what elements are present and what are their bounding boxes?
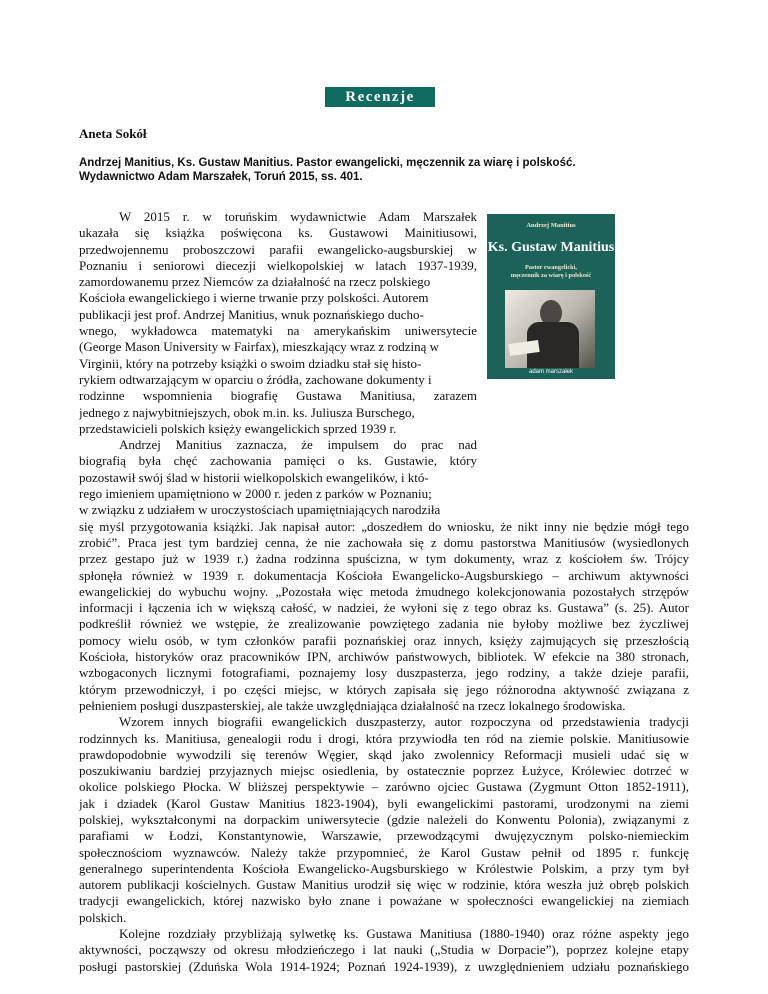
text-line: Kolejne rozdziały przybliżają sylwetkę ks. Gustawa Manitiusa (1880-1940) oraz różne aspekty jego bbox=[119, 926, 689, 942]
text-line: przedwojennemu proboszczowi parafii ewangelicko-augsburskiej w bbox=[79, 241, 477, 257]
text-line: Wzorem innych biografii ewangelickich duszpasterzy, autor rozpoczyna od przedstawienia tradycji bbox=[119, 714, 689, 730]
text-line: przez gestapo już w 1939 r.) żadna rodzinna spuścizna, w tym dokumenty, wraz z kościołem św. Trójcy bbox=[79, 551, 689, 567]
text-line: posługi pastorskiej (Zduńska Wola 1914-1924; Poznań 1924-1939), z uwzględnieniem udziału poznańskiego bbox=[79, 958, 689, 974]
text-line: Poznaniu i seniorowi diecezji wielkopolskiej w latach 1937-1939, bbox=[79, 257, 477, 273]
text-line: rykiem odtwarzającym w oparciu o źródła, zachowane dokumenty i bbox=[79, 371, 432, 387]
text-line: spłonęła również w 1939 r. dokumentacja Kościoła Ewangelicko-Augsburskiego – archiwum aktywności bbox=[79, 567, 689, 583]
text-line: zamordowanemu przez Niemców za działalność na rzecz polskiego bbox=[79, 274, 431, 290]
text-line: pozostawił swój ślad w historii wielkopolskich ewangelików, i któ- bbox=[79, 469, 429, 485]
text-line: podkreślił również we wstępie, że zrealizowanie powziętego zadania nie byłoby możliwe bez życzliwej bbox=[79, 616, 689, 632]
text-line: jednego z najwybitniejszych, obok m.in. ks. Juliusza Burschego, bbox=[79, 404, 415, 420]
text-line: aktywności, począwszy od okresu młodzieńczego i lat nauki („Studia w Dorpacie”), poprzez kolejne etapy bbox=[79, 942, 689, 958]
text-line: biografią była chęć zachowania pamięci o ks. Gustawie, który bbox=[79, 453, 477, 469]
text-line: pomocy wielu osób, w tym członków parafii poznańskiej oraz innych, księży zajmujących się przeszłością bbox=[79, 632, 689, 648]
text-line: parafiami w Łodzi, Konstantynowie, Warszawie, przewodzącymi dwujęzycznym polsko-niemieckim bbox=[79, 828, 689, 844]
book-citation bbox=[79, 156, 699, 184]
text-line: autorem publikacji kościelnych. Gustaw Manitius urodził się więc w rodzinie, która weszła już obręb polskich bbox=[79, 877, 689, 893]
text-line: w związku z udziałem w uroczystościach upamiętniających narodziła bbox=[79, 502, 441, 518]
review-body bbox=[79, 209, 689, 975]
text-line: polskich. bbox=[79, 909, 127, 925]
text-line: Virginii, który na potrzeby książki o swoim dziadku stał się histo- bbox=[79, 355, 422, 371]
text-line: ukazała się książka poświęcona ks. Gustawowi Mainitiusowi, bbox=[79, 225, 477, 241]
citation-line: Wydawnictwo Adam Marszałek, Toruń 2015, ss. 401. bbox=[79, 171, 363, 183]
cover-subtitle-line: Pastor ewangelicki, bbox=[524, 264, 577, 271]
text-line: informacji i łączenia ich w większą całość, w nadziei, że wyłoni się z tego obraz ks. Gustawa” (s. 25). Autor bbox=[79, 600, 689, 616]
cover-publisher-logo: adam marszałek bbox=[528, 369, 573, 375]
text-line: rego imieniem upamiętniono w 2000 r. jeden z parków w Poznaniu; bbox=[79, 486, 432, 502]
text-line: rodzinnych ks. Manitiusa, genealogii rodu i drogi, która przywiodła ten ród na ziemie polskie. Manitiusowie bbox=[79, 730, 689, 746]
citation-line: Andrzej Manitius, Ks. Gustaw Manitius. Pastor ewangelicki, męczennik za wiarę i polskość. bbox=[79, 157, 576, 169]
text-line: jak i dziadek (Karol Gustaw Manitius 1823-1904), byli ewangelickimi pastorami, urodzonymi na ziemi bbox=[79, 795, 689, 811]
cover-title: Ks. Gustaw Manitius bbox=[487, 240, 615, 255]
text-line: generalnego superintendenta Kościoła Ewangelicko-Augsburskiego w Królestwie Polskim, a przy tym był bbox=[79, 860, 689, 876]
text-line: poszukiwaniu bardziej przyjaznych miejsc osiedlenia, by ostatecznie poprzez Łużyce, Królewiec dotrzeć w bbox=[79, 763, 689, 779]
text-line: Andrzej Manitius zaznacza, że impulsem do prac nad bbox=[119, 437, 477, 453]
text-line: publikacji jest prof. Andrzej Manitius, wnuk poznańskiego ducho- bbox=[79, 306, 424, 322]
text-line: wzbogaconych licznymi fotografiami, poznajemy losy duszpasterza, jego rodziny, a także dzieje parafii, bbox=[79, 665, 689, 681]
text-line: Kościoła ewangelickiego i wierne trwanie przy polskości. Autorem bbox=[79, 290, 429, 306]
text-line: pełnieniem posługi duszpasterskiej, ale także uwzględniająca działalność na rzecz lokalnego środowiska. bbox=[79, 697, 626, 713]
text-line: zrobić”. Praca jest tym bardziej cenna, że nie zachowała się z domu pastorstwa Manitiusów (wysiedlonych bbox=[79, 534, 689, 550]
text-line: polskiej, wykształconymi na dorpackim uniwersytecie (gdzie należeli do Konwentu Polonia), związanymi z bbox=[79, 811, 689, 827]
text-line: rodzinne wspomnienia biografię Gustawa Manitiusa, zarazem bbox=[79, 388, 477, 404]
text-line: (George Mason University w Fairfax), mieszkający wraz z rodziną w bbox=[79, 339, 440, 355]
cover-subtitle-line: męczennik za wiarę i polskość bbox=[510, 272, 592, 279]
text-line: W 2015 r. w toruńskim wydawnictwie Adam Marszałek bbox=[119, 209, 477, 224]
text-line: prawdopodobnie wywodzili się terenów Węgier, skąd jako zwolennicy Reformacji musieli udać się w bbox=[79, 746, 689, 762]
text-line: którym przewodniczył, i po części miejsc, w których zapisała się jego różnorodna aktywność związana z bbox=[79, 681, 689, 697]
text-line: społecznościom wyznawców. Należy także przypomnieć, że Karol Gustaw pełnił od 1895 r. funkcję bbox=[79, 844, 689, 860]
text-line: przedstawicieli polskich księży ewangelickich sprzed 1939 r. bbox=[79, 420, 397, 436]
text-line: tradycji ewangelickich, której nazwisko było znane i poważane w społeczności ewangelickiej na ziemiach bbox=[79, 893, 689, 909]
cover-author: Andrzej Manitius bbox=[526, 222, 576, 229]
section-heading: Recenzje bbox=[325, 87, 435, 107]
review-author: Aneta Sokół bbox=[79, 126, 147, 141]
text-line: wnego, wykładowca matematyki na amerykańskim uniwersytecie bbox=[79, 323, 477, 339]
text-line: się myśl przygotowania książki. Jak napisał autor: „doszedłem do wniosku, że nikt inny nie będzie mógł tego bbox=[79, 518, 689, 534]
text-line: ewangelickiej do wybuchu wojny. „Pozostała więc metoda żmudnego kolekcjonowania pozostałych strzępów bbox=[79, 583, 689, 599]
text-line: Kościoła, historyków oraz pracowników IPN, archiwów państwowych, bibliotek. W efekcie na 380 stronach, bbox=[79, 649, 689, 665]
text-line: okolice polskiego Płocka. W bliższej perspektywie – zarówno ojciec Gustawa (Zygmunt Otton 1852-1911), bbox=[79, 779, 689, 795]
